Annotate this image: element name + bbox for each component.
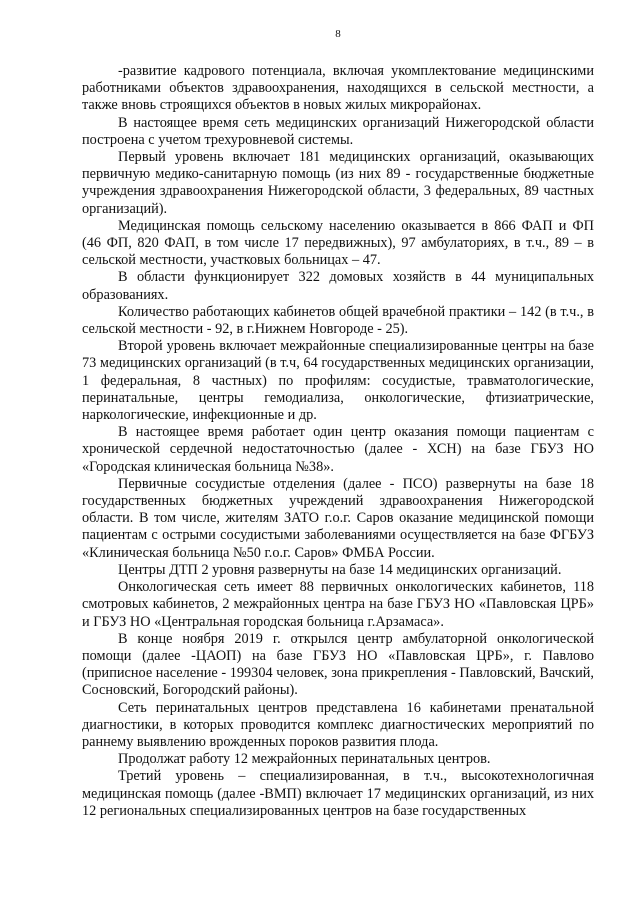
paragraph-perinatal-centers: Продолжат работу 12 межрайонных перинатальных центров. (118, 751, 491, 768)
paragraph-staff-development: -развитие кадрового потенциала, включая укомплектование медицинскими работниками объектов здравоохранения, находящихся в сельской местности, а также вновь строящихся объектов в новых жилых микрорайонах. (82, 63, 594, 114)
paragraph-vascular-departments: Первичные сосудистые отделения (далее - ПСО) развернуты на базе 18 государственных бюджетных учреждений здравоохранения Нижегородской области. В том числе, жителям ЗАТО г.о.г. Саров оказание медицинской помощи пациентам с острыми сосудистыми заболеваниями осуществляется на базе ФГБУЗ «Клиническая больница №50 г.о.г. Саров» ФМБА России. (82, 475, 594, 561)
page-number: 8 (335, 28, 341, 40)
paragraph-gp-offices: Количество работающих кабинетов общей врачебной практики – 142 (в т.ч., в сельской местности - 92, в г.Нижнем Новгороде - 25). (82, 303, 594, 338)
paragraph-network-structure: В настоящее время сеть медицинских организаций Нижегородской области построена с учетом трехуровневой системы. (82, 114, 594, 148)
paragraph-second-level: Второй уровень включает межрайонные специализированные центры на базе 73 медицинских организаций (в т.ч, 64 государственных медицинских организации, 1 федеральная, 8 частных) по профилям: сосудистые, травматологические, перинатальные, центры гемодиализа, онкологические, фтизиатрические, наркологические, инфекционные и др. (82, 338, 594, 424)
paragraph-outpatient-oncology: В конце ноября 2019 г. открылся центр амбулаторной онкологической помощи (далее -ЦАОП) на базе ГБУЗ НО «Павловская ЦРБ», г. Павлово (приписное население - 199304 человек, зона прикрепления - Павловский, Вачский, Сосновский, Богородский районы). (82, 630, 594, 699)
paragraph-rural-care: Медицинская помощь сельскому населению оказывается в 866 ФАП и ФП (46 ФП, 820 ФАП, в том числе 17 передвижных), 97 амбулаториях, в т.ч., 89 – в сельской местности, участковых больницах – 47. (82, 217, 594, 269)
paragraph-first-level: Первый уровень включает 181 медицинских организаций, оказывающих первичную медико-санитарную помощь (из них 89 - государственные бюджетные учреждения здравоохранения Нижегородской области, 3 федеральных, 89 частных организаций). (82, 149, 594, 217)
paragraph-heart-failure-center: В настоящее время работает один центр оказания помощи пациентам с хронической сердечной недостаточностью (далее - ХСН) на базе ГБУЗ НО «Городская клиническая больница №38». (82, 424, 594, 475)
paragraph-oncology-network: Онкологическая сеть имеет 88 первичных онкологических кабинетов, 118 смотровых кабинетов, 2 межрайонных центра на базе ГБУЗ НО «Павловская ЦРБ» и ГБУЗ НО «Центральная городская больница г.Арзамаса». (82, 579, 594, 630)
paragraph-third-level: Третий уровень – специализированная, в т.ч., высокотехнологичная медицинская помощь (далее -ВМП) включает 17 медицинских организаций, из них 12 региональных специализированных центров на базе государственных (82, 768, 594, 819)
paragraph-perinatal-network: Сеть перинатальных центров представлена 16 кабинетами пренатальной диагностики, в которых проводится комплекс диагностических мероприятий по раннему выявлению врожденных пороков развития плода. (82, 699, 594, 750)
paragraph-trauma-centers: Центры ДТП 2 уровня развернуты на базе 14 медицинских организаций. (118, 561, 562, 578)
paragraph-home-households: В области функционирует 322 домовых хозяйств в 44 муниципальных образованиях. (82, 269, 594, 303)
